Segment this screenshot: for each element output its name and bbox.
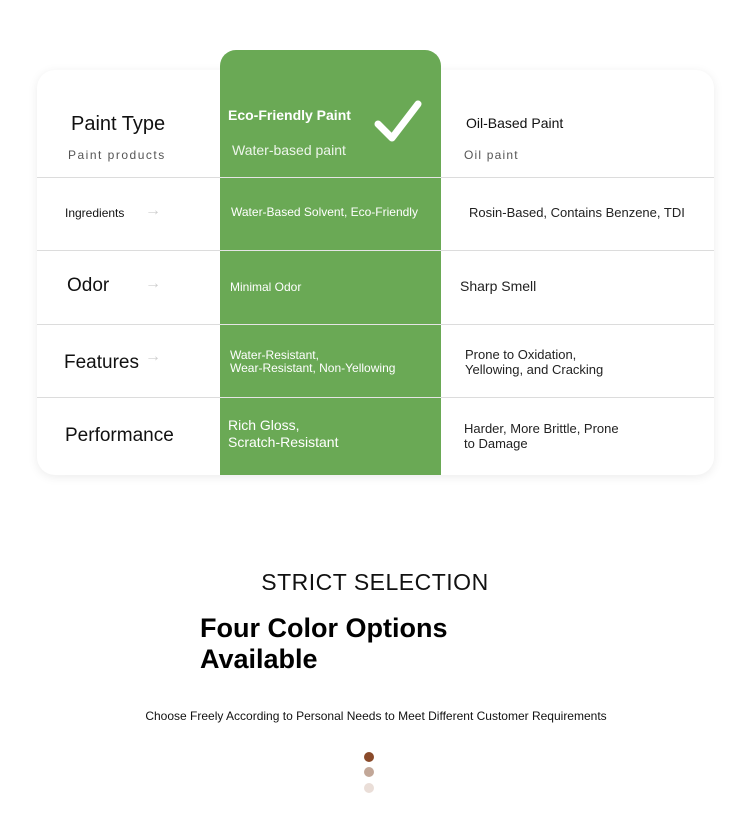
eco-paint-subtitle: Water-based paint — [232, 142, 346, 158]
row-divider — [220, 324, 441, 325]
color-dot-taupe — [364, 767, 374, 777]
eco-features-line1: Water-Resistant, — [230, 348, 319, 362]
arrow-icon: → — [145, 275, 161, 292]
color-dot-dark-brown — [364, 752, 374, 762]
oil-odor: Sharp Smell — [460, 278, 537, 294]
paint-type-subtitle: Paint products — [68, 148, 166, 162]
arrow-icon: → — [145, 202, 161, 219]
section-title-line1: Four Color Options — [200, 613, 448, 643]
eco-ingredients: Water-Based Solvent, Eco-Friendly — [231, 205, 418, 219]
section-description: Choose Freely According to Personal Needs to Meet Different Customer Requirements — [145, 709, 607, 723]
color-dot-light-beige — [364, 783, 374, 793]
checkmark-icon — [374, 98, 422, 146]
strict-selection-kicker: STRICT SELECTION — [261, 569, 489, 595]
oil-features-line2: Yellowing, and Cracking — [465, 362, 604, 377]
arrow-icon: → — [145, 348, 161, 365]
oil-performance-line2: to Damage — [464, 436, 528, 451]
row-label-performance: Performance — [65, 425, 174, 446]
oil-performance-line1: Harder, More Brittle, Prone — [464, 421, 619, 436]
oil-ingredients: Rosin-Based, Contains Benzene, TDI — [469, 205, 685, 220]
eco-odor: Minimal Odor — [230, 280, 302, 294]
row-divider — [220, 177, 441, 178]
row-label-ingredients: Ingredients — [65, 206, 125, 220]
oil-paint-title: Oil-Based Paint — [466, 115, 564, 131]
row-divider — [220, 397, 441, 398]
row-label-features: Features — [64, 352, 139, 373]
eco-performance-line1: Rich Gloss, — [228, 417, 300, 433]
eco-paint-title: Eco-Friendly Paint — [228, 107, 351, 123]
row-label-odor: Odor — [67, 275, 110, 296]
oil-features-line1: Prone to Oxidation, — [465, 347, 577, 362]
oil-paint-subtitle: Oil paint — [464, 148, 519, 162]
eco-features-line2: Wear-Resistant, Non-Yellowing — [230, 361, 396, 375]
eco-performance-line2: Scratch-Resistant — [228, 434, 339, 450]
row-divider — [220, 250, 441, 251]
paint-type-heading: Paint Type — [71, 113, 166, 135]
section-title-line2: Available — [200, 644, 318, 674]
